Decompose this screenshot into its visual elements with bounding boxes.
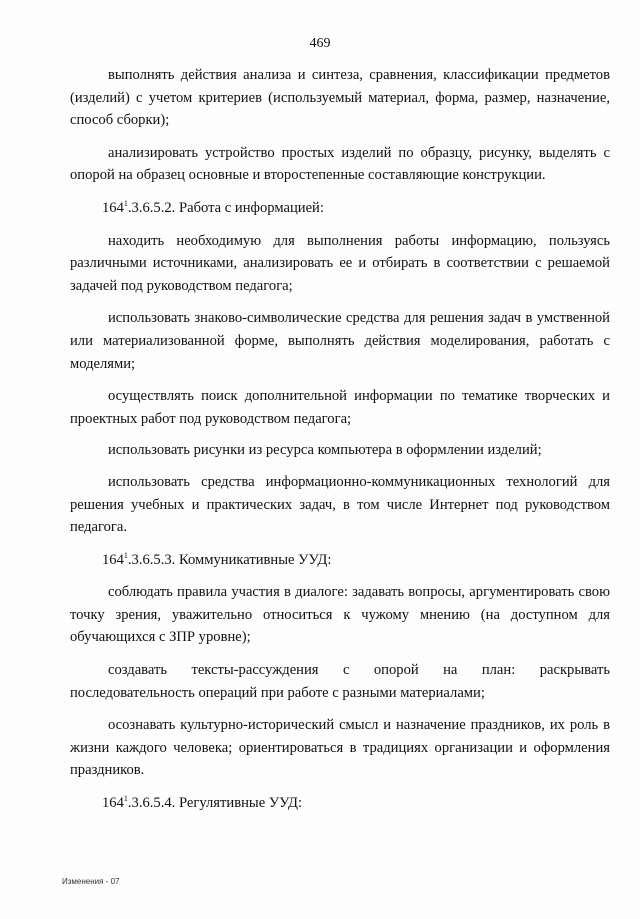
section-number: 164 — [102, 795, 124, 812]
paragraph: осознавать культурно-исторический смысл и назначение праздников, их роль в жизни каждого человека; ориентироваться в традициях организации и оформления праздников. — [70, 717, 610, 779]
section-title: .3.6.5.4. Регулятивные УУД: — [127, 795, 303, 812]
document-body — [70, 64, 610, 825]
paragraph: находить необходимую для выполнения работы информацию, пользуясь различными источниками, анализировать ее и отбирать в соответствии с решаемой задачей под руководством педагога; — [70, 232, 610, 294]
section-heading — [70, 792, 610, 815]
paragraph: использовать рисунки из ресурса компьютера в оформлении изделий; — [108, 442, 542, 459]
paragraph: осуществлять поиск дополнительной информации по тематике творческих и проектных работ под руководством педагога; — [70, 388, 610, 427]
footer-note: Изменения - 07 — [62, 877, 120, 886]
paragraph: анализировать устройство простых изделий по образцу, рисунку, выделять с опорой на образец основные и второстепенные составляющие конструкции. — [70, 144, 610, 184]
paragraph: использовать знаково-символические средства для решения задач в умственной или материализованной форме, выполнять действия моделирования, работать с моделями; — [70, 310, 610, 372]
section-number: 164 — [102, 199, 124, 216]
section-title: .3.6.5.3. Коммуникативные УУД: — [127, 551, 332, 568]
paragraph: выполнять действия анализа и синтеза, сравнения, классификации предметов (изделий) с учетом критериев (используемый материал, форма, размер, назначение, способ сборки); — [70, 67, 610, 129]
section-title: .3.6.5.2. Работа с информацией: — [127, 199, 324, 216]
section-heading — [70, 549, 610, 572]
page-number: 469 — [309, 36, 331, 51]
section-superscript: 1 — [123, 199, 128, 209]
section-number: 164 — [102, 551, 124, 568]
paragraph: соблюдать правила участия в диалоге: задавать вопросы, аргументировать свою точку зрения, уважительно относиться к чужому мнению (на доступном для обучающихся с ЗПР уровне); — [70, 584, 610, 646]
paragraph: создавать тексты-рассуждения с опорой на план: раскрывать последовательность операций при работе с разными материалами; — [70, 662, 610, 701]
paragraph: использовать средства информационно-коммуникационных технологий для решения учебных и практических задач, в том числе Интернет под руководством педагога. — [70, 473, 610, 536]
section-superscript: 1 — [123, 794, 128, 804]
section-heading — [70, 197, 610, 220]
section-superscript: 1 — [123, 550, 128, 560]
